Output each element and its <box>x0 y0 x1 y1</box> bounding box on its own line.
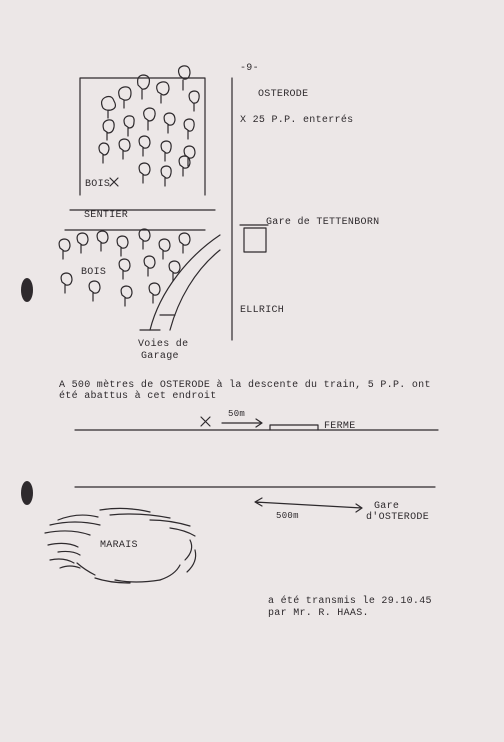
paragraph-line1: A 500 mètres de OSTERODE à la descente du train, 5 P.P. ont <box>59 380 431 391</box>
transmission-line1: a été transmis le 29.10.45 <box>268 596 432 607</box>
bottom-forest-trees <box>59 229 190 306</box>
label-buried: X 25 P.P. enterrés <box>240 115 354 126</box>
label-gare-tettenborn: Gare de TETTENBORN <box>266 217 380 228</box>
page-number: -9- <box>240 63 259 74</box>
label-osterode: OSTERODE <box>258 89 309 100</box>
ferme-building <box>270 425 318 430</box>
label-gare-line2: d'OSTERODE <box>366 512 430 523</box>
label-ferme: FERME <box>324 421 356 432</box>
paragraph-line2: été abattus à cet endroit <box>59 391 217 402</box>
railway-track-1 <box>150 235 220 330</box>
label-bois-bottom: BOIS <box>81 267 107 278</box>
label-gare-line1: Gare <box>374 501 400 512</box>
cross-mark <box>201 417 210 426</box>
punch-hole-bottom <box>21 481 33 505</box>
label-ellrich: ELLRICH <box>240 305 285 316</box>
label-distance-50m: 50m <box>228 409 246 419</box>
top-forest-trees <box>99 66 199 186</box>
label-voies-line1: Voies de <box>138 339 189 350</box>
label-bois-top: BOIS <box>85 179 111 190</box>
punch-hole-top <box>21 278 33 302</box>
label-distance-500m: 500m <box>276 511 299 521</box>
label-voies-line2: Garage <box>141 351 179 362</box>
arrow-50m <box>222 419 262 427</box>
transmission-line2: par Mr. R. HAAS. <box>268 608 369 619</box>
tettenborn-station <box>244 228 266 252</box>
label-marais: MARAIS <box>100 540 138 551</box>
arrow-500m <box>255 498 362 512</box>
label-sentier: SENTIER <box>84 210 129 221</box>
